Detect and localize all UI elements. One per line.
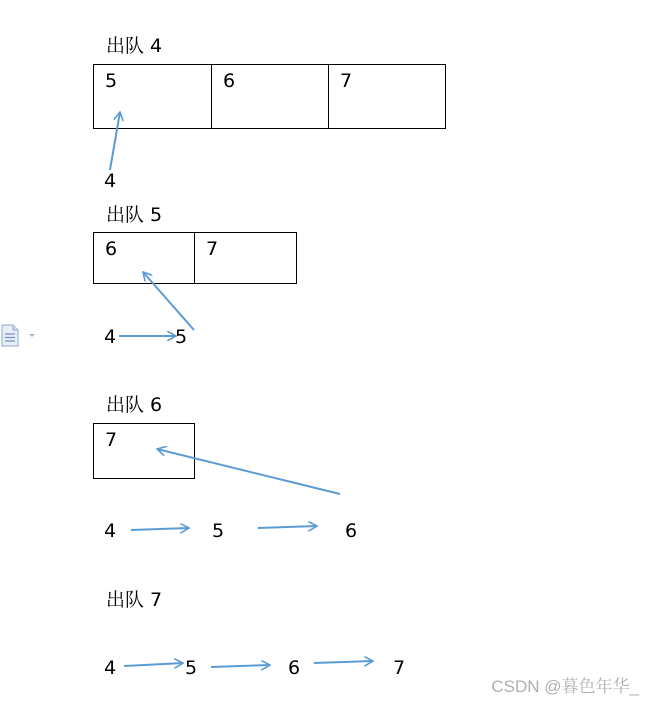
step-4-chain-node-3: 6 [288, 657, 301, 679]
queue-cell-value: 7 [105, 429, 118, 451]
step-4-chain-arrow-3 [314, 661, 373, 663]
queue-cell-value: 6 [223, 70, 236, 92]
step-3-chain-node-1: 4 [104, 520, 117, 542]
step-1-title: 出队 4 [106, 35, 163, 57]
step-4-chain-arrow-1 [124, 663, 183, 666]
queue-cell-value: 7 [206, 238, 219, 260]
step-1-arrow-to-queue [110, 112, 120, 170]
step-3-title: 出队 6 [106, 394, 163, 416]
step-3-chain-node-3: 6 [345, 520, 358, 542]
step-2-title: 出队 5 [106, 204, 163, 226]
step-3-chain-arrow-2 [258, 526, 317, 528]
step-4-chain-node-4: 7 [393, 657, 406, 679]
document-icon[interactable] [0, 324, 40, 348]
step-4-chain-node-1: 4 [104, 657, 117, 679]
queue-cell-value: 5 [105, 70, 118, 92]
step-4-chain-node-2: 5 [185, 657, 198, 679]
step-3-chain-arrow-1 [131, 528, 189, 530]
step-2-chain-node-1: 4 [104, 326, 117, 348]
queue-cell-value: 6 [105, 238, 118, 260]
step-4-title: 出队 7 [106, 589, 163, 611]
step-4-chain-arrow-2 [211, 665, 270, 667]
queue-cell-value: 7 [340, 70, 353, 92]
step-2-arrow-to-queue [143, 272, 194, 330]
csdn-watermark: CSDN @暮色年华_ [491, 677, 639, 696]
step-2-chain-node-2: 5 [175, 326, 188, 348]
step-3-arrow-to-queue [157, 449, 340, 494]
step-3-chain-node-2: 5 [212, 520, 225, 542]
step-1-chain-node-1: 4 [104, 170, 117, 192]
